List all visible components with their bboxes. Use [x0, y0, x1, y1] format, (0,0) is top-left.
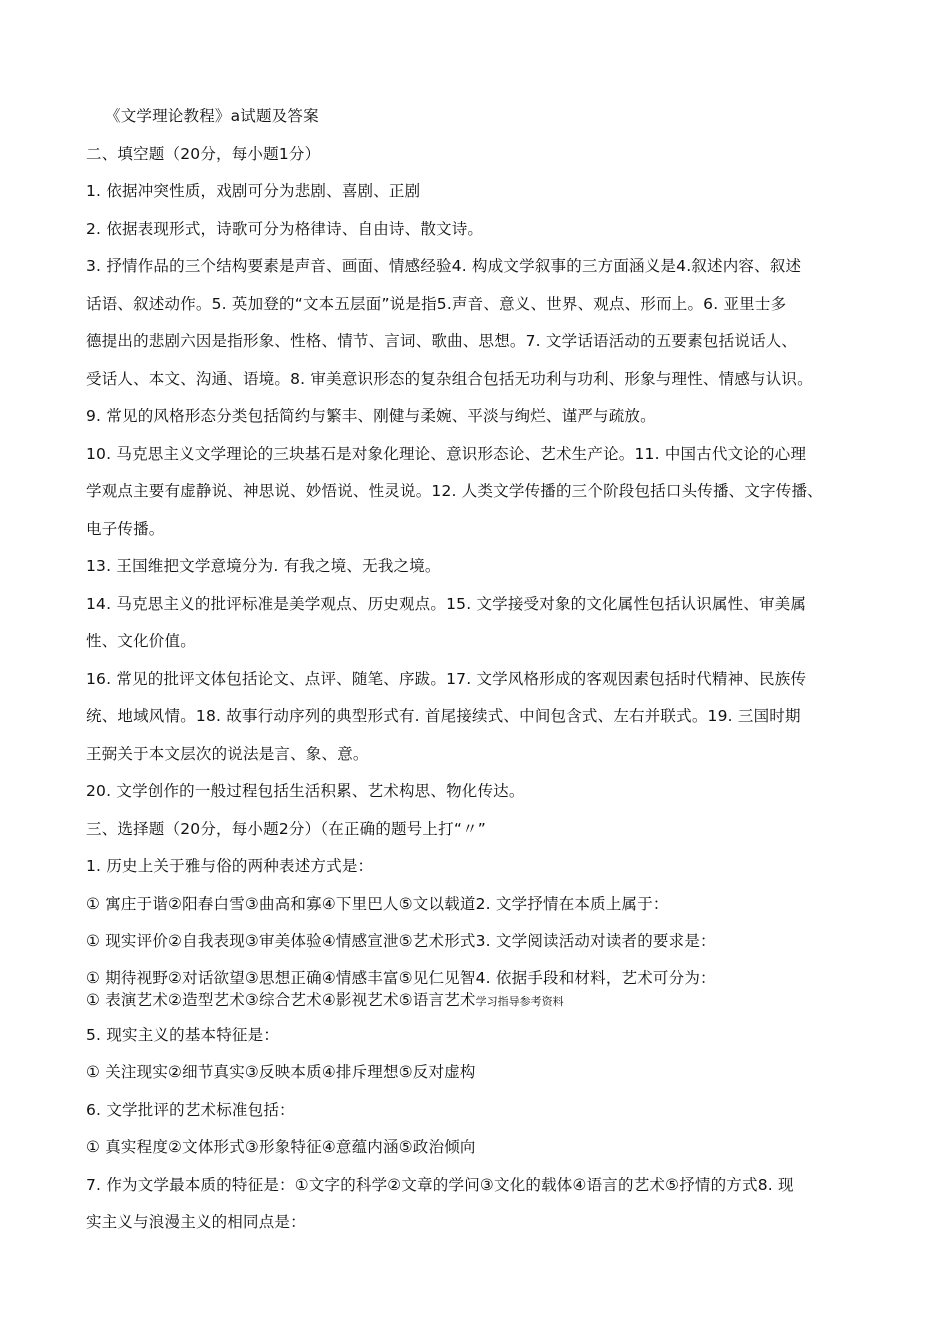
section-heading-choice: 三、选择题（20分，每小题2分）（在正确的题号上打“〃” [86, 819, 486, 838]
footer-note: 学习指导参考资料 [475, 994, 564, 1008]
text-line: 电子传播。 [86, 519, 165, 538]
text-line: ① 寓庄于谐②阳春白雪③曲高和寡④下里巴人⑤文以载道2. 文学抒情在本质上属于： [86, 894, 669, 913]
text-line: 性、文化价值。 [86, 632, 196, 650]
section-heading-fill-in: 二、填空题（20分，每小题1分） [86, 144, 321, 163]
text-line: 16. 常见的批评文体包括论文、点评、随笔、序跋。17. 文学风格形成的客观因素包括时代精神、民族传 [86, 669, 807, 688]
text-line: 王弼关于本文层次的说法是言、象、意。 [86, 744, 369, 763]
text-line: 20. 文学创作的一般过程包括生活积累、艺术构思、物化传达。 [86, 782, 525, 800]
text-line: ① 现实评价②自我表现③审美体验④情感宣泄⑤艺术形式3. 文学阅读活动对读者的要求是： [86, 932, 716, 950]
text-line: 3. 抒情作品的三个结构要素是声音、画面、情感经验4. 构成文学叙事的三方面涵义是4.叙述内容、叙述 [86, 257, 802, 275]
text-line: 5. 现实主义的基本特征是： [86, 1025, 280, 1044]
text-line: 2. 依据表现形式，诗歌可分为格律诗、自由诗、散文诗。 [86, 219, 484, 238]
text-line: ① 关注现实②细节真实③反映本质④排斥理想⑤反对虚构 [86, 1063, 476, 1081]
document-body [86, 98, 886, 1242]
text-line: 统、地域风情。18. 故事行动序列的典型形式有. 首尾接续式、中间包含式、左右并联式。19. 三国时期 [86, 707, 801, 725]
text-line: 7. 作为文学最本质的特征是：①文字的科学②文章的学问③文化的载体④语言的艺术⑤抒情的方式8. 现 [86, 1175, 794, 1194]
document-title: 《文学理论教程》a试题及答案 [105, 107, 319, 125]
text-line: 14. 马克思主义的批评标准是美学观点、历史观点。15. 文学接受对象的文化属性包括认识属性、审美属 [86, 594, 807, 613]
text-line [86, 989, 886, 1013]
text-line: 学观点主要有虚静说、神思说、妙悟说、性灵说。12. 人类文学传播的三个阶段包括口头传播、文字传播、 [86, 482, 823, 500]
text-line: 德提出的悲剧六因是指形象、性格、情节、言词、歌曲、思想。7. 文学话语活动的五要素包括说话人、 [86, 332, 798, 350]
text-line: 1. 历史上关于雅与俗的两种表述方式是： [86, 857, 374, 875]
text-line: 受话人、本文、沟通、语境。8. 审美意识形态的复杂组合包括无功利与功利、形象与理性、情感与认识。 [86, 369, 813, 388]
text-line: 6. 文学批评的艺术标准包括： [86, 1100, 295, 1119]
text-line: 实主义与浪漫主义的相同点是： [86, 1213, 306, 1231]
text-line: 1. 依据冲突性质，戏剧可分为悲剧、喜剧、正剧 [86, 182, 421, 200]
text-line: ① 期待视野②对话欲望③思想正确④情感丰富⑤见仁见智4. 依据手段和材料，艺术可分为： [86, 968, 716, 987]
text-line: 10. 马克思主义文学理论的三块基石是对象化理论、意识形态论、艺术生产论。11. 中国古代文论的心理 [86, 444, 807, 463]
text-line-main: ① 表演艺术②造型艺术③综合艺术④影视艺术⑤语言艺术 [86, 990, 476, 1009]
text-line: 13. 王国维把文学意境分为. 有我之境、无我之境。 [86, 557, 441, 575]
text-line: 9. 常见的风格形态分类包括简约与繁丰、刚健与柔婉、平淡与绚烂、谨严与疏放。 [86, 407, 656, 425]
text-line: ① 真实程度②文体形式③形象特征④意蕴内涵⑤政治倾向 [86, 1138, 476, 1156]
text-line: 话语、叙述动作。5. 英加登的“文本五层面”说是指5.声音、意义、世界、观点、形而上。6. 亚里士多 [86, 294, 787, 313]
